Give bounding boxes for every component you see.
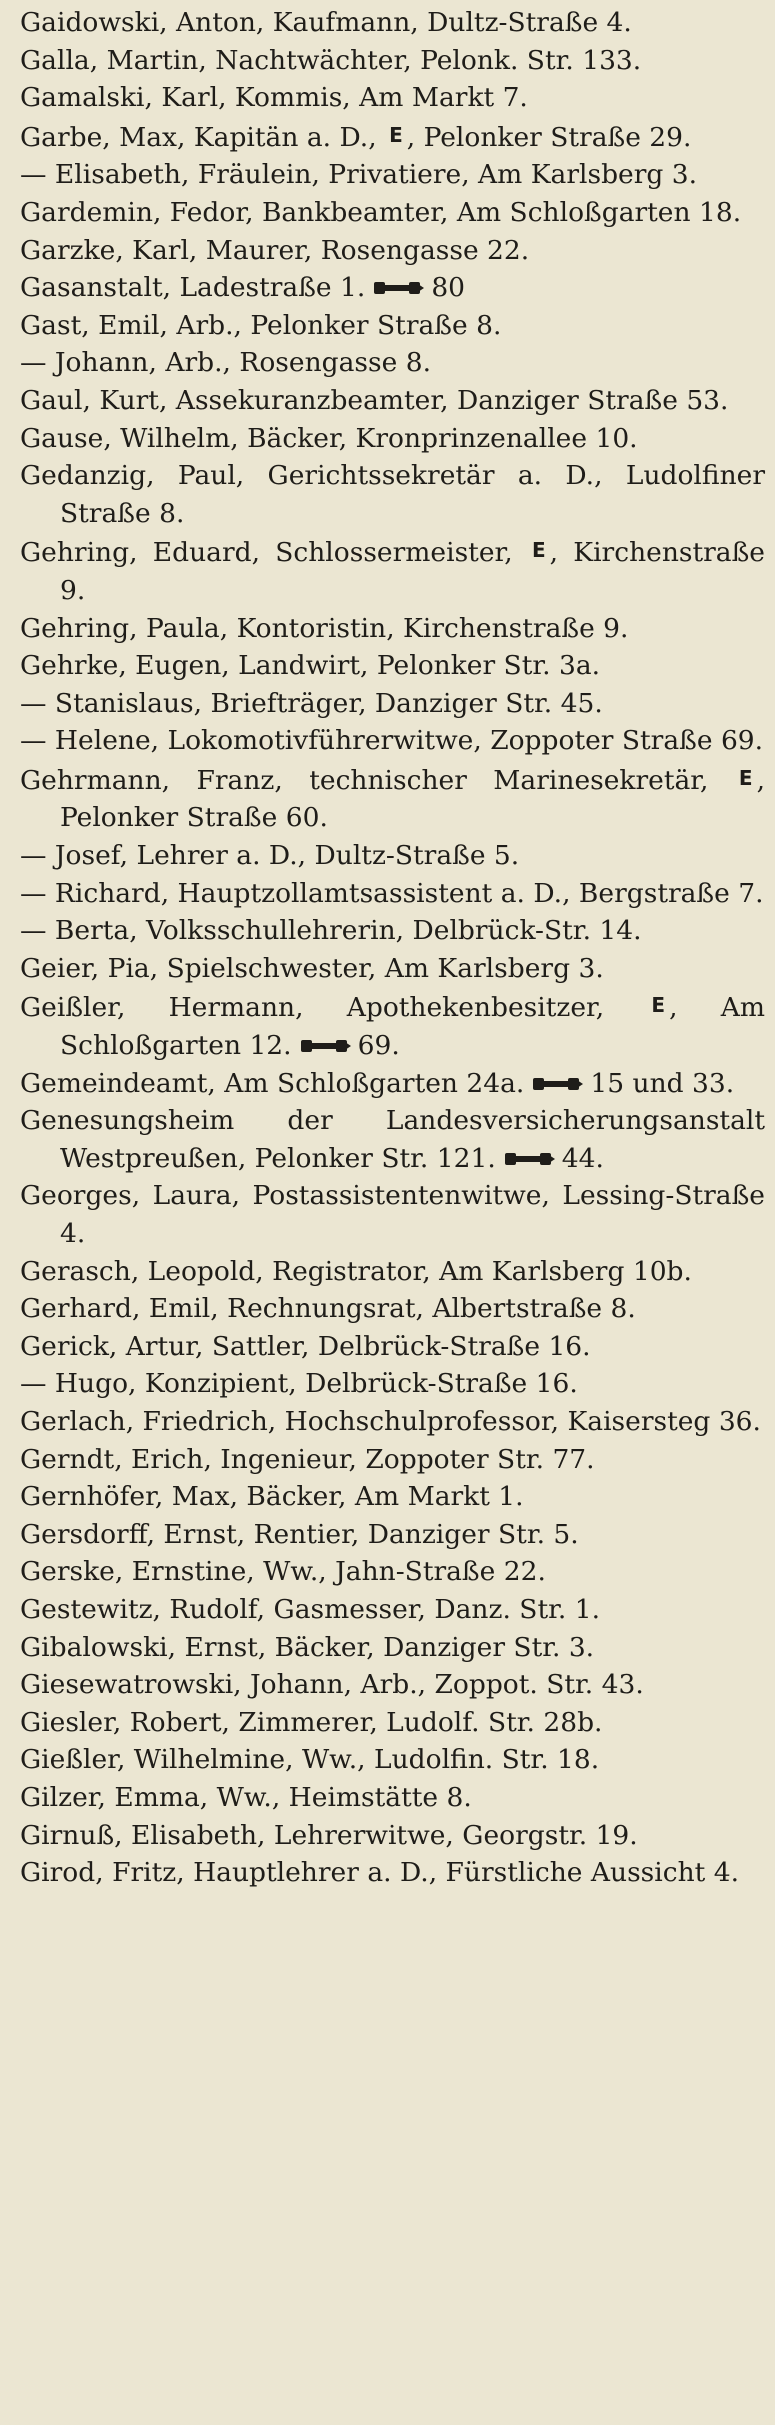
entry-text: Gasanstalt, Ladestraße 1. xyxy=(20,272,366,304)
sym-e-mark: E xyxy=(531,538,546,563)
entry-text: Georges, Laura, Postassistentenwitwe, Lessing-Straße 4. xyxy=(20,1180,765,1249)
entry-text: Gamalski, Karl, Kommis, Am Markt 7. xyxy=(20,82,528,114)
entry-text: , Kirchenstraße 9. xyxy=(60,537,765,606)
phone-number: 80 xyxy=(431,272,466,304)
entry-text: — Hugo, Konzipient, Delbrück-Straße 16. xyxy=(20,1368,578,1400)
directory-entry xyxy=(20,307,765,345)
entry-text: Gemeindeamt, Am Schloßgarten 24a. xyxy=(20,1067,525,1099)
directory-entry xyxy=(20,4,765,42)
sym-e-mark: E xyxy=(738,765,753,790)
entry-text: Gehring, Eduard, Schlossermeister, xyxy=(20,537,513,569)
directory-entry xyxy=(20,1065,765,1103)
directory-entries xyxy=(20,4,765,1892)
entry-text: Gerske, Ernstine, Ww., Jahn-Straße 22. xyxy=(20,1556,546,1588)
entry-text: Gehrke, Eugen, Landwirt, Pelonker Str. 3a. xyxy=(20,650,601,682)
directory-entry xyxy=(20,987,765,1064)
phone-number: 15 und 33. xyxy=(590,1067,735,1099)
entry-text: Gernhöfer, Max, Bäcker, Am Markt 1. xyxy=(20,1481,524,1513)
directory-entry xyxy=(20,1817,765,1855)
entry-text: Garzke, Karl, Maurer, Rosengasse 22. xyxy=(20,234,530,266)
entry-text: Gaidowski, Anton, Kaufmann, Dultz-Straße 4. xyxy=(20,7,632,38)
entry-text: Gerasch, Leopold, Registrator, Am Karlsberg 10b. xyxy=(20,1255,692,1287)
sym-e-mark: E xyxy=(389,122,403,147)
sym-e-mark: E xyxy=(651,993,666,1018)
directory-entry xyxy=(20,1741,765,1779)
entry-text: Gedanzig, Paul, Gerichtssekretär a. D., Ludolfiner Straße 8. xyxy=(20,460,765,529)
entry-text: Gersdorff, Ernst, Rentier, Danziger Str. 5. xyxy=(20,1518,579,1550)
directory-entry xyxy=(20,1478,765,1516)
directory-entry xyxy=(20,382,765,420)
entry-text: Gilzer, Emma, Ww., Heimstätte 8. xyxy=(20,1781,472,1813)
entry-text: Gerlach, Friedrich, Hochschulprofessor, Kaisersteg 36. xyxy=(20,1405,761,1437)
entry-text: — Berta, Volksschullehrerin, Delbrück-Str. 14. xyxy=(20,915,642,947)
directory-entry xyxy=(20,117,765,157)
directory-entry xyxy=(20,837,765,875)
entry-text: , Pelonker Straße 29. xyxy=(406,121,692,153)
telephone-icon xyxy=(373,278,425,298)
directory-entry xyxy=(20,1253,765,1291)
directory-entry xyxy=(20,1591,765,1629)
entry-text: Gast, Emil, Arb., Pelonker Straße 8. xyxy=(20,309,502,341)
directory-entry xyxy=(20,1290,765,1328)
entry-text: Gaul, Kurt, Assekuranzbeamter, Danziger Straße 53. xyxy=(20,384,729,416)
entry-text: Gerhard, Emil, Rechnungsrat, Albertstraße 8. xyxy=(20,1293,636,1325)
directory-entry xyxy=(20,42,765,80)
entry-text: Geier, Pia, Spielschwester, Am Karlsberg 3. xyxy=(20,952,604,984)
directory-entry xyxy=(20,912,765,950)
directory-entry xyxy=(20,760,765,837)
directory-entry xyxy=(20,685,765,723)
entry-text: , Am Schloßgarten 12. xyxy=(60,992,765,1062)
directory-entry xyxy=(20,232,765,270)
entry-text: — Helene, Lokomotivführerwitwe, Zoppoter Straße 69. xyxy=(20,725,764,757)
directory-entry xyxy=(20,156,765,194)
entry-text: Garbe, Max, Kapitän a. D., xyxy=(20,121,377,153)
entry-text: Girod, Fritz, Hauptlehrer a. D., Fürstliche Aussicht 4. xyxy=(20,1857,740,1889)
directory-entry xyxy=(20,875,765,913)
directory-entry xyxy=(20,194,765,232)
directory-entry xyxy=(20,1102,765,1177)
directory-entry xyxy=(20,722,765,760)
entry-text: — Johann, Arb., Rosengasse 8. xyxy=(20,347,431,379)
entry-text: — Stanislaus, Briefträger, Danziger Str. 45. xyxy=(20,687,603,719)
directory-entry xyxy=(20,1704,765,1742)
directory-entry xyxy=(20,1629,765,1667)
directory-entry xyxy=(20,1177,765,1252)
directory-entry xyxy=(20,1666,765,1704)
directory-entry xyxy=(20,950,765,988)
directory-entry xyxy=(20,1516,765,1554)
directory-entry xyxy=(20,269,765,307)
directory-entry xyxy=(20,1328,765,1366)
entry-text: — Elisabeth, Fräulein, Privatiere, Am Karlsberg 3. xyxy=(20,159,698,191)
directory-entry xyxy=(20,1441,765,1479)
directory-entry xyxy=(20,420,765,458)
entry-text: Gibalowski, Ernst, Bäcker, Danziger Str. 3. xyxy=(20,1631,595,1663)
entry-text: Gerndt, Erich, Ingenieur, Zoppoter Str. 77. xyxy=(20,1443,595,1475)
entry-text: Genesungsheim der Landesversicherungsanstalt Westpreußen, Pelonker Str. 121. xyxy=(20,1105,765,1174)
entry-text: , Pelonker Straße 60. xyxy=(60,764,765,834)
directory-entry xyxy=(20,647,765,685)
telephone-icon xyxy=(300,1036,352,1056)
entry-text: Girnuß, Elisabeth, Lehrerwitwe, Georgstr. 19. xyxy=(20,1819,638,1851)
directory-entry xyxy=(20,532,765,609)
telephone-icon xyxy=(504,1149,556,1169)
directory-entry xyxy=(20,79,765,117)
directory-entry xyxy=(20,1854,765,1892)
entry-text: Gerick, Artur, Sattler, Delbrück-Straße 16. xyxy=(20,1330,591,1362)
directory-entry xyxy=(20,1779,765,1817)
directory-entry xyxy=(20,1403,765,1441)
entry-text: Gießler, Wilhelmine, Ww., Ludolfin. Str. 18. xyxy=(20,1744,600,1776)
phone-number: 44. xyxy=(561,1142,604,1174)
entry-text: Gestewitz, Rudolf, Gasmesser, Danz. Str. 1. xyxy=(20,1593,600,1625)
directory-entry xyxy=(20,1553,765,1591)
entry-text: Gardemin, Fedor, Bankbeamter, Am Schloßgarten 18. xyxy=(20,196,742,228)
entry-text: — Josef, Lehrer a. D., Dultz-Straße 5. xyxy=(20,840,520,872)
entry-text: Gehring, Paula, Kontoristin, Kirchenstraße 9. xyxy=(20,612,629,644)
telephone-icon xyxy=(532,1074,584,1094)
entry-text: Giesewatrowski, Johann, Arb., Zoppot. Str. 43. xyxy=(20,1669,644,1701)
entry-text: Galla, Martin, Nachtwächter, Pelonk. Str. 133. xyxy=(20,44,642,76)
directory-entry xyxy=(20,610,765,648)
entry-text: Geißler, Hermann, Apothekenbesitzer, xyxy=(20,992,605,1024)
directory-entry xyxy=(20,1365,765,1403)
directory-entry xyxy=(20,344,765,382)
entry-text: — Richard, Hauptzollamtsassistent a. D., Bergstraße 7. xyxy=(20,877,764,909)
entry-text: Gause, Wilhelm, Bäcker, Kronprinzenallee 10. xyxy=(20,422,638,454)
entry-text: Giesler, Robert, Zimmerer, Ludolf. Str. 28b. xyxy=(20,1706,603,1738)
entry-text: Gehrmann, Franz, technischer Marinesekretär, xyxy=(20,764,709,796)
phone-number: 69. xyxy=(357,1030,400,1062)
directory-entry xyxy=(20,457,765,532)
